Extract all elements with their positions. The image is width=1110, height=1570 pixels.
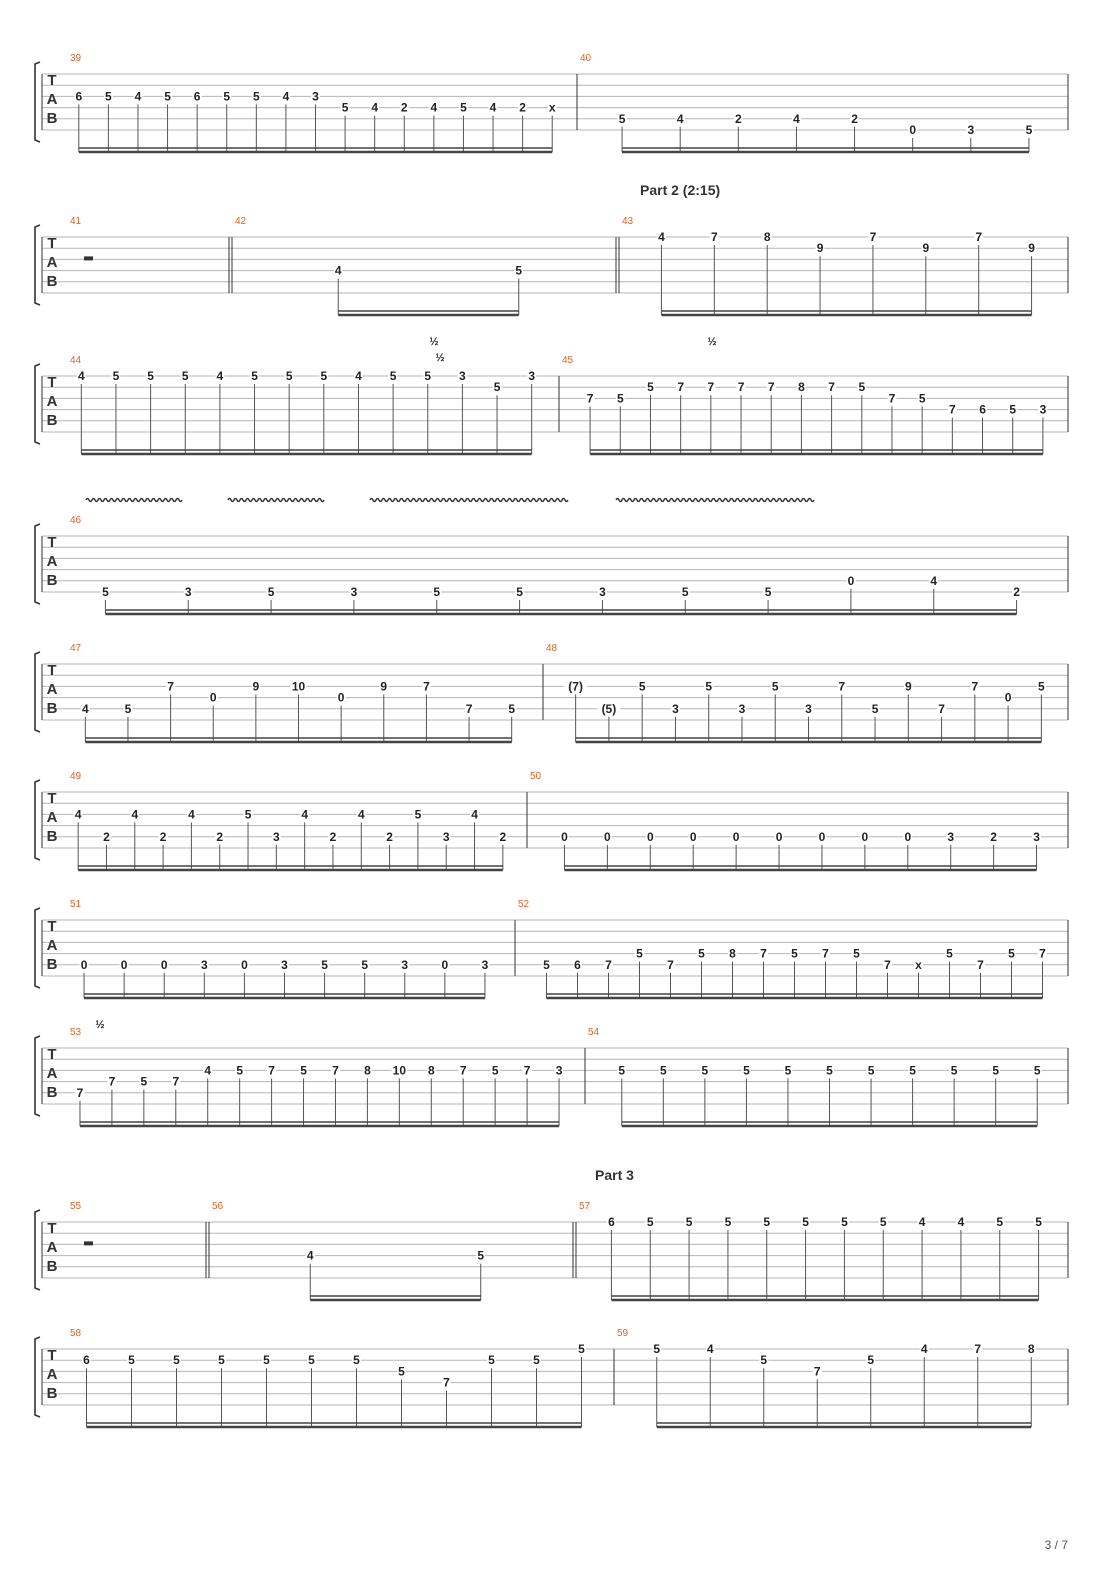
fret-number: 5: [477, 1248, 485, 1263]
fret-number: 5: [173, 1353, 180, 1368]
measure-number: 44: [70, 355, 82, 366]
fret-number: 7: [167, 679, 174, 694]
fret-number: 5: [321, 957, 328, 972]
fret-number: 5: [764, 585, 772, 599]
tab-clef-letter: B: [46, 1258, 58, 1275]
fret-number: 7: [677, 380, 684, 395]
fret-number: x: [915, 957, 922, 972]
fret-number: 0: [818, 829, 826, 844]
fret-number: 3: [184, 585, 192, 599]
fret-number: 3: [528, 369, 536, 383]
fret-number: 5: [164, 89, 171, 104]
fret-number: 5: [1033, 1063, 1041, 1078]
measure-number: 53: [70, 1027, 82, 1038]
measure-number: 57: [579, 1201, 591, 1212]
fret-number: 4: [489, 100, 497, 115]
bend-label: ½: [95, 1019, 105, 1031]
fret-number: 5: [701, 1063, 709, 1078]
fret-number: 5: [681, 585, 689, 599]
fret-number: 5: [826, 1063, 833, 1078]
tab-clef-letter: B: [46, 700, 58, 717]
system-bracket: [35, 1337, 40, 1417]
fret-number: 0: [604, 829, 611, 844]
system-bracket: [35, 225, 40, 305]
fret-number: 0: [241, 957, 248, 972]
fret-number: 8: [763, 230, 771, 244]
fret-number: 7: [869, 230, 877, 244]
fret-number: 4: [74, 807, 82, 822]
fret-number: 9: [380, 679, 388, 694]
fret-number: 0: [689, 829, 697, 844]
system-bracket: [35, 364, 40, 444]
fret-number: 0: [120, 957, 128, 972]
fret-number: 5: [488, 1353, 495, 1368]
tab-clef-letter: A: [46, 937, 58, 954]
tab-clef-letter: A: [46, 1065, 58, 1082]
fret-number: 4: [77, 369, 85, 383]
vibrato-line: [228, 499, 324, 502]
fret-number: 4: [920, 1342, 928, 1356]
measure-number: 39: [70, 53, 82, 64]
tab-clef-letter: A: [46, 553, 58, 570]
fret-number: 8: [364, 1063, 371, 1078]
fret-number: 5: [508, 701, 516, 716]
fret-number: 5: [636, 946, 643, 961]
fret-number: 4: [706, 1342, 714, 1356]
fret-number: 5: [140, 1074, 148, 1089]
fret-number: 7: [667, 957, 674, 972]
tab-clef-letter: B: [46, 412, 58, 429]
fret-number: 7: [423, 679, 430, 694]
tab-clef-letter: T: [47, 235, 57, 252]
fret-number: 5: [871, 701, 879, 716]
fret-number: 5: [218, 1353, 225, 1368]
fret-number: 4: [216, 369, 224, 383]
fret-number: 5: [853, 946, 860, 961]
fret-number: 5: [389, 369, 397, 383]
tab-clef-letter: B: [46, 828, 58, 845]
fret-number: 3: [555, 1063, 563, 1078]
system-bracket: [35, 780, 40, 860]
measure-number: 50: [530, 771, 542, 782]
fret-number: 8: [729, 946, 736, 961]
fret-number: 9: [816, 241, 824, 256]
fret-number: 2: [990, 829, 997, 844]
fret-number: 4: [204, 1063, 212, 1078]
tab-clef-letter: A: [46, 681, 58, 698]
section-title-part-3: Part 3: [595, 1167, 634, 1183]
fret-number: 5: [618, 1063, 626, 1078]
fret-number: 0: [209, 690, 217, 705]
system-bracket: [35, 908, 40, 988]
fret-number: 3: [805, 701, 812, 716]
fret-number: 6: [979, 402, 986, 417]
fret-number: 5: [236, 1063, 243, 1078]
fret-number: 0: [1004, 690, 1012, 705]
fret-number: 6: [75, 89, 83, 104]
fret-number: 5: [493, 380, 501, 395]
fret-number: 5: [353, 1353, 360, 1368]
fret-number: 7: [975, 230, 983, 244]
fret-number: 5: [791, 946, 798, 961]
fret-number: 5: [433, 585, 441, 599]
bend-label: ½: [429, 336, 439, 348]
fret-number: 5: [909, 1063, 916, 1078]
measure-number: 51: [70, 899, 82, 910]
fret-number: 2: [519, 100, 526, 115]
fret-number: 4: [306, 1248, 314, 1263]
fret-number: 2: [400, 100, 408, 115]
fret-number: 5: [1009, 402, 1017, 417]
measure-number: 40: [580, 53, 592, 64]
fret-number: 2: [851, 111, 858, 126]
fret-number: 5: [867, 1063, 875, 1078]
fret-number: 8: [798, 380, 805, 395]
fret-number: 4: [371, 100, 379, 115]
fret-number: 5: [1025, 123, 1033, 137]
fret-number: (7): [568, 679, 583, 694]
fret-number: 5: [223, 89, 231, 104]
fret-number: 6: [83, 1353, 90, 1368]
fret-number: 3: [312, 89, 319, 104]
fret-number: 2: [103, 829, 110, 844]
measure-number: 43: [622, 216, 634, 227]
tab-clef-letter: T: [47, 662, 57, 679]
fret-number: 5: [867, 1353, 875, 1368]
system-bracket: [35, 1036, 40, 1116]
measure-number: 45: [562, 355, 574, 366]
fret-number: 5: [491, 1063, 499, 1078]
fret-number: 5: [653, 1342, 661, 1356]
bend-label: ½: [707, 336, 717, 348]
tab-clef-letter: A: [46, 809, 58, 826]
fret-number: 5: [112, 369, 120, 383]
fret-number: 7: [76, 1085, 84, 1100]
fret-number: 4: [430, 100, 438, 115]
fret-number: 4: [918, 1215, 926, 1229]
fret-number: 5: [516, 585, 523, 599]
fret-number: 5: [705, 679, 713, 694]
fret-number: 5: [659, 1063, 667, 1078]
fret-number: 0: [775, 829, 783, 844]
fret-number: 7: [977, 957, 984, 972]
fret-number: 5: [181, 369, 189, 383]
fret-number: 0: [160, 957, 168, 972]
measure-number: 59: [617, 1328, 629, 1339]
fret-number: 8: [1027, 1342, 1035, 1356]
fret-number: 4: [134, 89, 142, 104]
fret-number: 2: [734, 111, 742, 126]
tab-clef-letter: T: [47, 790, 57, 807]
measure-number: 58: [70, 1328, 82, 1339]
fret-number: 7: [828, 380, 835, 395]
whole-rest: [84, 1241, 93, 1245]
fret-number: 7: [1039, 946, 1046, 961]
tab-clef-letter: A: [46, 1239, 58, 1256]
measure-number: 49: [70, 771, 82, 782]
fret-number: 7: [465, 701, 473, 716]
fret-number: 5: [398, 1364, 405, 1379]
fret-number: 5: [1038, 679, 1045, 694]
whole-rest: [84, 256, 93, 260]
fret-number: 5: [308, 1353, 315, 1368]
measure-number: 47: [70, 643, 82, 654]
fret-number: 7: [459, 1063, 467, 1078]
fret-number: 5: [946, 946, 953, 961]
fret-number: 5: [618, 111, 626, 126]
bend-label: ½: [435, 352, 445, 364]
fret-number: 2: [499, 829, 507, 844]
fret-number: 0: [909, 123, 917, 137]
fret-number: 5: [950, 1063, 958, 1078]
fret-number: 4: [301, 807, 308, 822]
fret-number: 7: [707, 380, 715, 395]
fret-number: 7: [710, 230, 718, 244]
fret-number: 5: [685, 1215, 693, 1229]
fret-number: (5): [601, 701, 617, 716]
fret-number: 6: [574, 957, 581, 972]
fret-number: 9: [904, 679, 912, 694]
tab-clef-letter: T: [47, 918, 57, 935]
measure-number: 48: [546, 643, 558, 654]
fret-number: 4: [930, 573, 938, 588]
fret-number: 7: [332, 1063, 339, 1078]
fret-number: 7: [443, 1375, 450, 1390]
tab-clef-letter: T: [47, 1220, 57, 1237]
fret-number: 8: [427, 1063, 435, 1078]
fret-number: 5: [285, 369, 293, 383]
section-title-part-2: Part 2 (2:15): [640, 182, 721, 198]
fret-number: 7: [605, 957, 612, 972]
fret-number: 3: [442, 829, 450, 844]
fret-number: 5: [102, 585, 109, 599]
fret-number: 2: [159, 829, 167, 844]
fret-number: 3: [947, 829, 955, 844]
fret-number: 0: [904, 829, 912, 844]
fret-number: 6: [193, 89, 201, 104]
fret-number: x: [548, 100, 556, 115]
fret-number: 5: [515, 263, 523, 278]
fret-number: 5: [320, 369, 328, 383]
fret-number: 5: [533, 1353, 540, 1368]
fret-number: 0: [861, 829, 869, 844]
fret-number: 5: [578, 1342, 585, 1356]
fret-number: 5: [698, 946, 705, 961]
fret-number: 3: [401, 957, 409, 972]
tab-clef-letter: B: [46, 1385, 58, 1402]
fret-number: 5: [543, 957, 550, 972]
fret-number: 9: [1028, 241, 1035, 256]
fret-number: 0: [441, 957, 449, 972]
fret-number: 4: [658, 230, 665, 244]
fret-number: 5: [124, 701, 132, 716]
fret-number: 5: [879, 1215, 887, 1229]
fret-number: 3: [967, 123, 975, 137]
fret-number: 3: [281, 957, 288, 972]
tab-clef-letter: B: [46, 110, 58, 127]
system-bracket: [35, 62, 40, 142]
vibrato-line: [370, 499, 568, 502]
fret-number: 4: [355, 369, 362, 383]
tab-clef-letter: T: [47, 72, 57, 89]
measure-number: 54: [588, 1027, 600, 1038]
fret-number: 2: [386, 829, 393, 844]
fret-number: 5: [858, 380, 866, 395]
fret-number: 7: [268, 1063, 275, 1078]
fret-number: 6: [608, 1215, 615, 1229]
fret-number: 5: [784, 1063, 792, 1078]
fret-number: 5: [105, 89, 112, 104]
fret-number: 2: [1013, 585, 1020, 599]
fret-number: 5: [147, 369, 154, 383]
fret-number: 7: [971, 679, 979, 694]
fret-number: 5: [252, 89, 260, 104]
tab-clef-letter: A: [46, 91, 58, 108]
tab-clef-letter: A: [46, 393, 58, 410]
fret-number: 4: [81, 701, 89, 716]
fret-number: 4: [188, 807, 195, 822]
tab-clef-letter: T: [47, 534, 57, 551]
fret-number: 3: [599, 585, 606, 599]
fret-number: 3: [1039, 402, 1047, 417]
fret-number: 7: [586, 391, 594, 406]
fret-number: 10: [392, 1063, 407, 1078]
fret-number: 5: [841, 1215, 848, 1229]
fret-number: 5: [647, 380, 654, 395]
fret-number: 4: [793, 111, 800, 126]
tab-clef-letter: A: [46, 254, 58, 271]
fret-number: 2: [216, 829, 224, 844]
fret-number: 0: [80, 957, 88, 972]
fret-number: 5: [424, 369, 432, 383]
tab-clef-letter: B: [46, 273, 58, 290]
tab-clef-letter: T: [47, 374, 57, 391]
system-bracket: [35, 1210, 40, 1290]
fret-number: 3: [738, 701, 746, 716]
fret-number: 5: [361, 957, 369, 972]
fret-number: 4: [957, 1215, 965, 1229]
fret-number: 5: [263, 1353, 270, 1368]
fret-number: 10: [291, 679, 306, 694]
fret-number: 3: [273, 829, 280, 844]
fret-number: 3: [350, 585, 358, 599]
fret-number: 7: [888, 391, 896, 406]
system-bracket: [35, 524, 40, 604]
fret-number: 5: [244, 807, 252, 822]
fret-number: 7: [760, 946, 767, 961]
fret-number: 5: [251, 369, 258, 383]
page-number: 3 / 7: [1044, 1538, 1068, 1552]
fret-number: 7: [523, 1063, 531, 1078]
fret-number: 5: [760, 1353, 768, 1368]
tab-clef-letter: B: [46, 1084, 58, 1101]
fret-number: 3: [1033, 829, 1040, 844]
fret-number: 3: [672, 701, 679, 716]
tab-clef-letter: B: [46, 572, 58, 589]
fret-number: 0: [337, 690, 345, 705]
fret-number: 0: [847, 573, 855, 588]
tab-clef-letter: T: [47, 1046, 57, 1063]
fret-number: 4: [676, 111, 684, 126]
fret-number: 0: [646, 829, 654, 844]
fret-number: 7: [938, 701, 945, 716]
fret-number: 5: [128, 1353, 135, 1368]
measure-number: 55: [70, 1201, 82, 1212]
fret-number: 3: [459, 369, 466, 383]
fret-number: 7: [974, 1342, 982, 1356]
fret-number: 5: [300, 1063, 307, 1078]
fret-number: 7: [767, 380, 775, 395]
fret-number: 5: [992, 1063, 1000, 1078]
fret-number: 5: [646, 1215, 654, 1229]
fret-number: 5: [1008, 946, 1015, 961]
fret-number: 5: [918, 391, 926, 406]
fret-number: 3: [200, 957, 208, 972]
measure-number: 41: [70, 216, 82, 227]
tab-clef-letter: A: [46, 1366, 58, 1383]
fret-number: 5: [1035, 1215, 1042, 1229]
fret-number: 4: [131, 807, 139, 822]
fret-number: 7: [813, 1364, 821, 1379]
vibrato-line: [86, 499, 182, 502]
fret-number: 7: [108, 1074, 116, 1089]
fret-number: 7: [949, 402, 956, 417]
fret-number: 4: [357, 807, 365, 822]
fret-number: 2: [329, 829, 337, 844]
fret-number: 3: [481, 957, 489, 972]
tab-clef-letter: T: [47, 1347, 57, 1364]
measure-number: 52: [518, 899, 530, 910]
fret-number: 0: [732, 829, 740, 844]
fret-number: 5: [414, 807, 422, 822]
fret-number: 5: [763, 1215, 771, 1229]
fret-number: 0: [561, 829, 568, 844]
fret-number: 7: [822, 946, 829, 961]
fret-number: 5: [341, 100, 349, 115]
fret-number: 5: [771, 679, 779, 694]
fret-number: 7: [838, 679, 846, 694]
fret-number: 5: [743, 1063, 750, 1078]
fret-number: 5: [616, 391, 624, 406]
fret-number: 5: [460, 100, 467, 115]
vibrato-line: [616, 499, 814, 502]
measure-number: 46: [70, 515, 82, 526]
fret-number: 5: [267, 585, 275, 599]
fret-number: 5: [802, 1215, 809, 1229]
fret-number: 7: [737, 380, 745, 395]
fret-number: 5: [724, 1215, 732, 1229]
fret-number: 4: [471, 807, 478, 822]
measure-number: 42: [235, 216, 247, 227]
fret-number: 5: [996, 1215, 1004, 1229]
fret-number: 9: [252, 679, 260, 694]
system-bracket: [35, 652, 40, 732]
fret-number: 9: [922, 241, 930, 256]
tab-clef-letter: B: [46, 956, 58, 973]
fret-number: 4: [282, 89, 290, 104]
fret-number: 4: [334, 263, 342, 278]
fret-number: 5: [638, 679, 646, 694]
fret-number: 7: [172, 1074, 180, 1089]
measure-number: 56: [212, 1201, 224, 1212]
fret-number: 7: [884, 957, 891, 972]
